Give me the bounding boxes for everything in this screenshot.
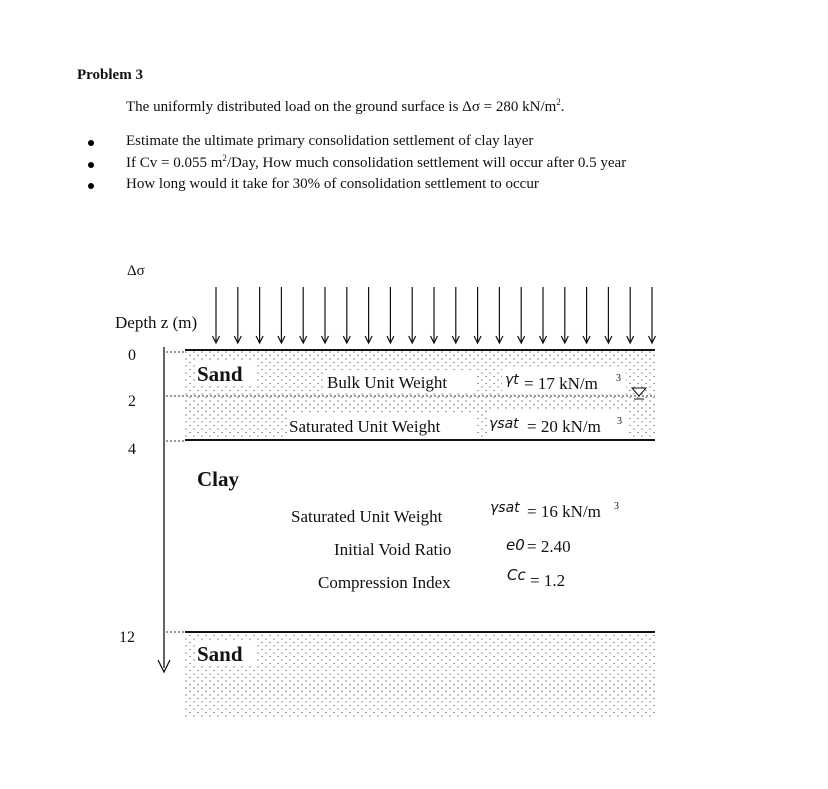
clay-sat-value: = 16 kN/m [527,502,601,521]
compression-index-label: Compression Index [318,573,451,592]
task-text: How long would it take for 30% of consolidation settlement to occur [126,176,539,192]
compression-index-value: = 1.2 [530,571,566,590]
depth-tick-label: 4 [128,441,136,458]
clay-label: Clay [197,467,239,491]
clay-sat-symbol: γsat [490,500,520,516]
load-label: Δσ [127,263,145,279]
sand-top-label: Sand [197,362,243,386]
bulk-symbol: γt [505,372,519,388]
sat-unit-weight-label: Saturated Unit Weight [289,417,441,436]
clay-sat-label: Saturated Unit Weight [291,507,443,526]
sand-bottom-label: Sand [197,642,243,666]
bulk-unit-sup: 3 [616,373,621,384]
void-ratio-symbol: e0 [506,536,525,554]
compression-index-symbol: Cc [507,566,526,584]
sat-unit-sup: 3 [617,416,622,427]
load-arrows [213,287,656,343]
bulk-value: = 17 kN/m [524,374,598,393]
sat-value: = 20 kN/m [527,417,601,436]
task-text-part: If Cv = 0.055 m [126,154,223,171]
sat-symbol: γsat [489,416,519,432]
task-text-rest: /Day, How much consolidation settlement will occur after 0.5 year [226,154,627,171]
void-ratio-label: Initial Void Ratio [334,540,452,559]
depth-tick-label: 2 [128,393,136,410]
task-sup: 2 [222,152,227,163]
task-text: Estimate the ultimate primary consolidation settlement of clay layer [126,133,534,149]
clay-sat-unit-sup: 3 [614,501,619,512]
bulk-unit-weight-label: Bulk Unit Weight [327,373,448,392]
intro-text: The uniformly distributed load on the ground surface is Δσ = 280 kN/m [126,99,557,115]
void-ratio-value: = 2.40 [527,537,571,556]
intro-end: . [560,99,565,115]
depth-axis-label: Depth z (m) [115,313,198,332]
sand-bottom-fill [185,634,655,718]
depth-tick-label: 12 [119,629,135,646]
depth-tick-label: 0 [128,347,136,364]
intro-sup: 2 [556,97,561,107]
problem-title: Problem 3 [77,67,143,83]
